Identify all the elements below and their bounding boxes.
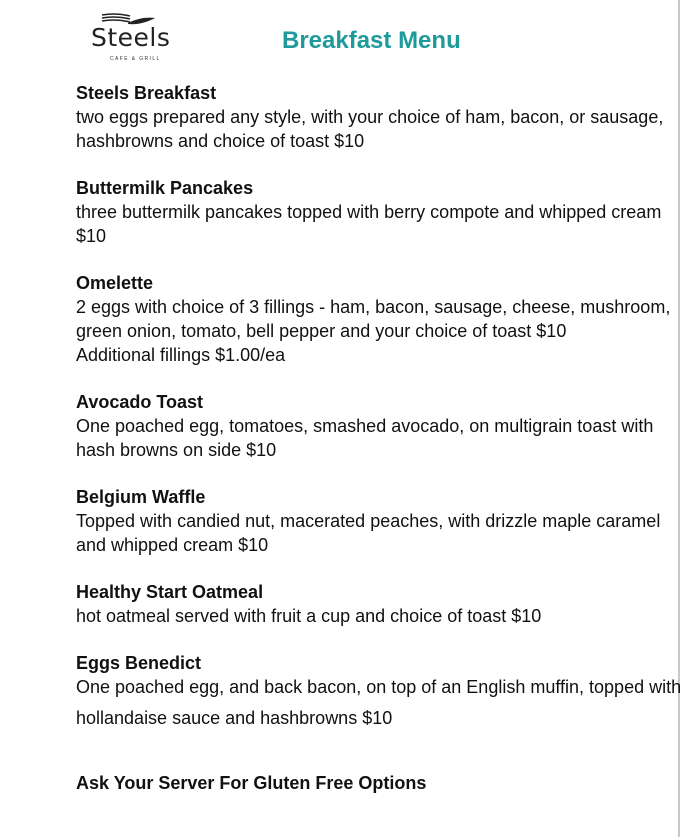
- menu-item-name: Healthy Start Oatmeal: [76, 582, 264, 602]
- menu-item-steels-breakfast: [76, 81, 682, 153]
- menu-item-description: One poached egg, and back bacon, on top of an English muffin, topped with hollandaise sauce and hashbrowns $10: [76, 677, 682, 728]
- menu-item-name: Eggs Benedict: [76, 653, 202, 673]
- menu-item-belgium-waffle: [76, 485, 682, 557]
- menu-item-name: Omelette: [76, 273, 154, 293]
- menu-item-description: Topped with candied nut, macerated peaches, with drizzle maple caramel and whipped cream $10: [76, 511, 661, 555]
- menu-item-description: three buttermilk pancakes topped with berry compote and whipped cream $10: [76, 202, 662, 246]
- menu-item-name: Steels Breakfast: [76, 83, 217, 103]
- page-title: Breakfast Menu: [282, 27, 461, 54]
- menu-item-buttermilk-pancakes: [76, 176, 682, 248]
- menu-item-description: hot oatmeal served with fruit a cup and choice of toast $10: [76, 606, 542, 626]
- logo-tagline: CAFE & GRILL: [110, 56, 161, 62]
- steels-logo: [88, 12, 171, 68]
- logo-wordmark: Steels: [91, 23, 171, 52]
- menu-item-extra-note: Additional fillings $1.00/ea: [76, 345, 286, 365]
- menu-list: [76, 81, 682, 757]
- gluten-free-note: Ask Your Server For Gluten Free Options: [76, 773, 427, 793]
- menu-item-avocado-toast: [76, 390, 682, 462]
- menu-item-healthy-start-oatmeal: [76, 580, 682, 628]
- menu-item-description: 2 eggs with choice of 3 fillings - ham, bacon, sausage, cheese, mushroom, green onion, tomato, bell pepper and your choice of toast $10: [76, 297, 671, 341]
- menu-item-name: Avocado Toast: [76, 392, 204, 412]
- menu-item-name: Buttermilk Pancakes: [76, 178, 254, 198]
- menu-item-description: two eggs prepared any style, with your choice of ham, bacon, or sausage, hashbrowns and choice of toast $10: [76, 107, 664, 151]
- menu-item-omelette: [76, 271, 682, 367]
- menu-item-description: One poached egg, tomatoes, smashed avocado, on multigrain toast with hash browns on side $10: [76, 416, 654, 460]
- menu-item-eggs-benedict: [76, 651, 682, 734]
- menu-item-name: Belgium Waffle: [76, 487, 206, 507]
